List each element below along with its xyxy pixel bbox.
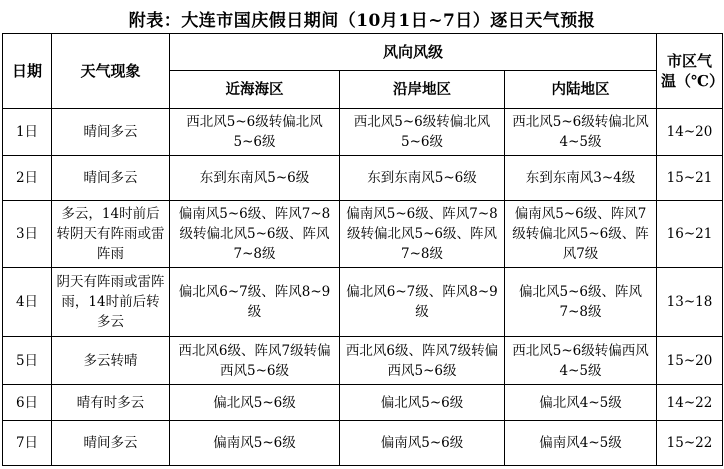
wind-coast-cell: 偏北风6~7级、阵风8~9级 (340, 268, 505, 337)
header-zone-coast: 沿岸地区 (340, 71, 505, 109)
wind-sea-cell: 西北风5~6级转偏北风5~6级 (170, 109, 340, 156)
wind-coast-cell: 偏南风5~6级、阵风7~8级转偏北风5~6级、阵风7~8级 (340, 201, 505, 268)
wind-inland-cell: 偏南风5~6级、阵风7级转偏北风5~6级、阵风7级 (505, 201, 657, 268)
header-temp: 市区气温（℃） (657, 34, 723, 109)
forecast-table (2, 33, 723, 466)
wind-coast-cell: 西北风6级、阵风7级转偏西风5~6级 (340, 337, 505, 385)
weather-cell: 晴间多云 (52, 421, 170, 466)
temp-cell: 14~20 (657, 109, 723, 156)
temp-cell: 16~21 (657, 201, 723, 268)
date-cell: 6日 (3, 385, 52, 421)
wind-sea-cell: 东到东南风5~6级 (170, 156, 340, 201)
temp-cell: 15~22 (657, 421, 723, 466)
table-row (3, 156, 723, 201)
header-wind: 风向风级 (170, 34, 657, 71)
header-zone-inland: 内陆地区 (505, 71, 657, 109)
wind-sea-cell: 偏南风5~6级 (170, 421, 340, 466)
wind-inland-cell: 偏北风5~6级、阵风7~8级 (505, 268, 657, 337)
wind-sea-cell: 偏南风5~6级、阵风7~8级转偏北风5~6级、阵风7~8级 (170, 201, 340, 268)
weather-cell: 晴间多云 (52, 109, 170, 156)
weather-cell: 晴间多云 (52, 156, 170, 201)
wind-inland-cell: 偏南风4~5级 (505, 421, 657, 466)
temp-cell: 15~21 (657, 156, 723, 201)
table-row (3, 268, 723, 337)
date-cell: 4日 (3, 268, 52, 337)
table-row (3, 109, 723, 156)
header-zone-sea: 近海海区 (170, 71, 340, 109)
weather-cell: 多云转晴 (52, 337, 170, 385)
page-title: 附表：大连市国庆假日期间（10月1日~7日）逐日天气预报 (128, 11, 596, 31)
date-cell: 3日 (3, 201, 52, 268)
wind-sea-cell: 偏北风6~7级、阵风8~9级 (170, 268, 340, 337)
wind-inland-cell: 东到东南风3~4级 (505, 156, 657, 201)
table-row (3, 337, 723, 385)
header-weather: 天气现象 (52, 34, 170, 109)
weather-cell: 阴天有阵雨或雷阵雨，14时前后转多云 (52, 268, 170, 337)
wind-coast-cell: 东到东南风5~6级 (340, 156, 505, 201)
wind-coast-cell: 偏北风5~6级 (340, 385, 505, 421)
wind-inland-cell: 偏北风4~5级 (505, 385, 657, 421)
date-cell: 2日 (3, 156, 52, 201)
table-row (3, 201, 723, 268)
table-row (3, 421, 723, 466)
wind-sea-cell: 西北风6级、阵风7级转偏西风5~6级 (170, 337, 340, 385)
temp-cell: 15~20 (657, 337, 723, 385)
wind-sea-cell: 偏北风5~6级 (170, 385, 340, 421)
date-cell: 5日 (3, 337, 52, 385)
weather-cell: 多云，14时前后转阴天有阵雨或雷阵雨 (52, 201, 170, 268)
wind-inland-cell: 西北风5~6级转偏西风4~5级 (505, 337, 657, 385)
table-row (3, 385, 723, 421)
weather-cell: 晴有时多云 (52, 385, 170, 421)
date-cell: 7日 (3, 421, 52, 466)
temp-cell: 14~22 (657, 385, 723, 421)
header-date: 日期 (3, 34, 52, 109)
wind-coast-cell: 西北风5~6级转偏北风5~6级 (340, 109, 505, 156)
wind-coast-cell: 偏南风5~6级 (340, 421, 505, 466)
date-cell: 1日 (3, 109, 52, 156)
temp-cell: 13~18 (657, 268, 723, 337)
wind-inland-cell: 西北风5~6级转偏北风4~5级 (505, 109, 657, 156)
